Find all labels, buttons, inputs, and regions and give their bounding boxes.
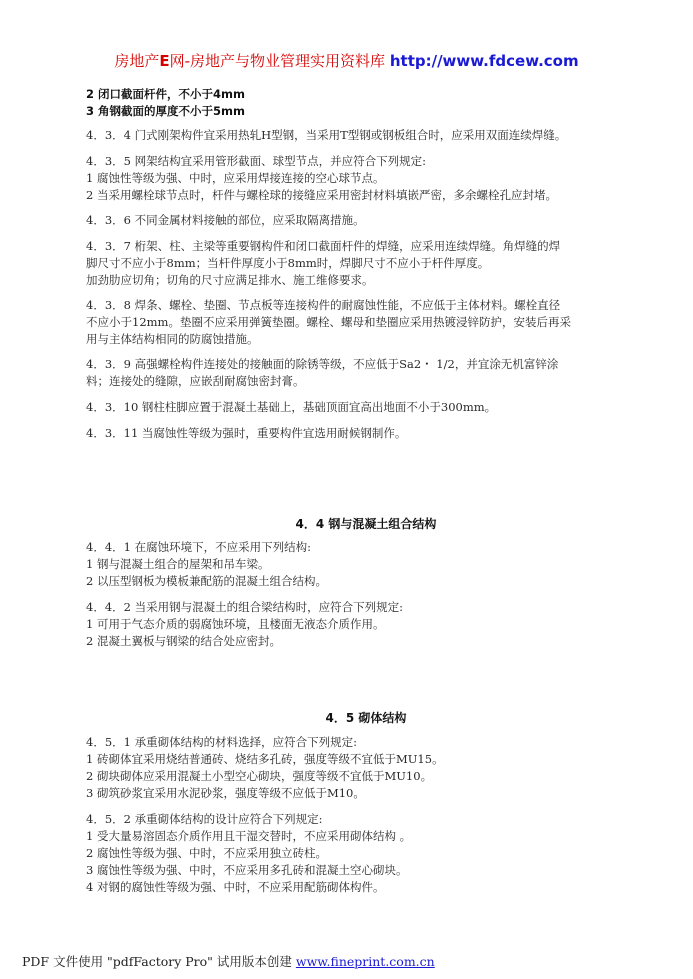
brand-name: 网-房地产与物业管理实用资料库 xyxy=(169,52,386,70)
list-item: 1 可用于气态介质的弱腐蚀环境，且楼面无液态介质作用。 xyxy=(86,617,385,631)
clause-4-3-7-cont: 脚尺寸不应小于8mm；当杆件厚度小于8mm时，焊脚尺寸不应小于杆件厚度。 xyxy=(86,256,490,270)
clause-4-3-8-cont: 用与主体结构相同的防腐蚀措施。 xyxy=(86,332,259,346)
clause-4-3-5: 4．3．5 网架结构宜采用管形截面、球型节点，并应符合下列规定: xyxy=(86,154,426,168)
clause-4-4-1: 4．4．1 在腐蚀环境下，不应采用下列结构: xyxy=(86,540,311,554)
list-item: 2 当采用螺栓球节点时，杆件与螺栓球的接缝应采用密封材料填嵌严密，多余螺栓孔应封堵。 xyxy=(86,188,557,202)
list-item: 3 角钢截面的厚度不小于5mm xyxy=(86,104,245,118)
section-title-4-5: 4．5 砌体结构 xyxy=(325,711,407,725)
brand-prefix: 房地产 xyxy=(114,52,160,70)
clause-4-3-11: 4．3．11 当腐蚀性等级为强时，重要构件宜选用耐候钢制作。 xyxy=(86,426,407,440)
list-item: 3 砌筑砂浆宜采用水泥砂浆，强度等级不应低于M10。 xyxy=(86,786,365,800)
page-header xyxy=(0,50,693,71)
clause-4-3-4: 4．3．4 门式刚架构件宜采用热轧H型钢，当采用T型钢或钢板组合时，应采用双面连续焊缝。 xyxy=(86,128,567,142)
list-item: 2 腐蚀性等级为强、中时，不应采用独立砖柱。 xyxy=(86,846,327,860)
footer-text: PDF 文件使用 "pdfFactory Pro" 试用版本创建 xyxy=(22,954,296,969)
pdf-footer xyxy=(22,952,435,970)
list-item: 1 腐蚀性等级为强、中时，应采用焊接连接的空心球节点。 xyxy=(86,171,385,185)
brand-e: E xyxy=(159,52,170,70)
clause-4-3-7: 4．3．7 桁架、柱、主梁等重要钢构件和闭口截面杆件的焊缝，应采用连续焊缝。角焊缝的焊 xyxy=(86,239,561,253)
list-item: 1 砖砌体宜采用烧结普通砖、烧结多孔砖，强度等级不宜低于MU15。 xyxy=(86,752,444,766)
clause-4-4-2: 4．4．2 当采用钢与混凝土的组合梁结构时，应符合下列规定: xyxy=(86,600,403,614)
clause-4-5-1: 4．5．1 承重砌体结构的材料选择，应符合下列规定: xyxy=(86,735,357,749)
clause-4-5-2: 4．5．2 承重砌体结构的设计应符合下列规定: xyxy=(86,812,323,826)
footer-link[interactable]: www.fineprint.com.cn xyxy=(295,954,435,969)
list-item: 4 对钢的腐蚀性等级为强、中时，不应采用配筋砌体构件。 xyxy=(86,880,385,894)
section-title-4-4: 4．4 钢与混凝土组合结构 xyxy=(295,517,437,531)
clause-4-3-8-cont: 不应小于12mm。垫圈不应采用弹簧垫圈。螺栓、螺母和垫圈应采用热镀浸锌防护，安装后再采 xyxy=(86,315,571,329)
list-item: 1 受大量易溶固态介质作用且干湿交替时，不应采用砌体结构 。 xyxy=(86,829,412,843)
clause-4-3-7-cont: 加劲肋应切角；切角的尺寸应满足排水、施工维修要求。 xyxy=(86,273,374,287)
list-item: 2 以压型钢板为模板兼配筋的混凝土组合结构。 xyxy=(86,574,327,588)
clause-4-3-6: 4．3．6 不同金属材料接触的部位，应采取隔离措施。 xyxy=(86,213,365,227)
list-item: 2 混凝土翼板与钢梁的结合处应密封。 xyxy=(86,634,281,648)
clause-4-3-9: 4．3．9 高强螺栓构件连接处的接触面的除锈等级，不应低于Sa2・ 1/2，并宜涂无机富锌涂 xyxy=(86,357,559,371)
list-item: 1 钢与混凝土组合的屋架和吊车梁。 xyxy=(86,557,270,571)
list-item: 2 砌块砌体应采用混凝土小型空心砌块，强度等级不宜低于MU10。 xyxy=(86,769,433,783)
clause-4-3-10: 4．3．10 钢柱柱脚应置于混凝土基础上，基础顶面宜高出地面不小于300mm。 xyxy=(86,400,497,414)
list-item: 3 腐蚀性等级为强、中时，不应采用多孔砖和混凝土空心砌块。 xyxy=(86,863,408,877)
clause-4-3-8: 4．3．8 焊条、螺栓、垫圈、节点板等连接构件的耐腐蚀性能，不应低于主体材料。螺栓直径 xyxy=(86,298,561,312)
clause-4-3-9-cont: 料；连接处的缝隙，应嵌刮耐腐蚀密封膏。 xyxy=(86,374,305,388)
list-item: 2 闭口截面杆件，不小于4mm xyxy=(86,87,245,101)
header-url-link[interactable]: http://www.fdcew.com xyxy=(389,52,579,70)
